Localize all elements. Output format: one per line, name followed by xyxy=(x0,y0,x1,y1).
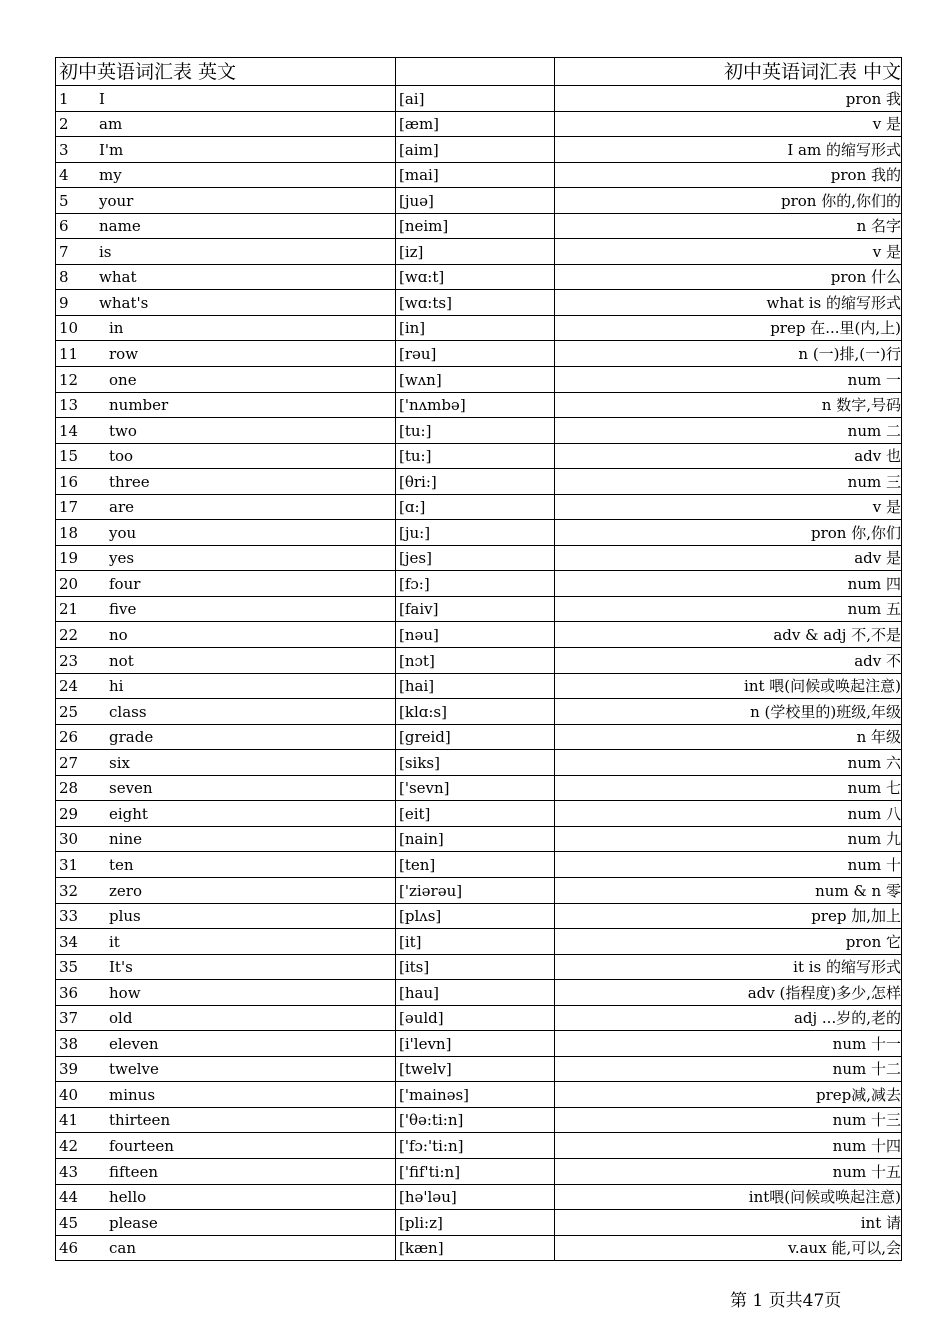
table-row xyxy=(56,162,902,188)
word-cell xyxy=(56,954,396,980)
english-word: too xyxy=(109,447,134,466)
word-cell xyxy=(56,545,396,571)
phonetic-cell: [θri:] xyxy=(396,469,555,495)
chinese-meaning-cell: num 一 xyxy=(555,367,902,393)
word-cell xyxy=(56,648,396,674)
phonetic-cell: [jes] xyxy=(396,545,555,571)
chinese-meaning-cell: num & n 零 xyxy=(555,877,902,903)
row-number: 37 xyxy=(59,1009,79,1028)
word-cell xyxy=(56,1005,396,1031)
word-cell xyxy=(56,469,396,495)
chinese-meaning-cell: it is 的缩写形式 xyxy=(555,954,902,980)
word-cell xyxy=(56,418,396,444)
row-number: 29 xyxy=(59,804,79,823)
table-row xyxy=(56,239,902,265)
phonetic-cell: [i'levn] xyxy=(396,1031,555,1057)
table-row xyxy=(56,1107,902,1133)
chinese-meaning-cell: adv & adj 不,不是 xyxy=(555,622,902,648)
phonetic-cell: [əuld] xyxy=(396,1005,555,1031)
phonetic-cell: [twelv] xyxy=(396,1056,555,1082)
phonetic-cell: [its] xyxy=(396,954,555,980)
phonetic-cell: [it] xyxy=(396,929,555,955)
table-row xyxy=(56,545,902,571)
word-cell xyxy=(56,1082,396,1108)
table-row xyxy=(56,213,902,239)
chinese-meaning-cell: num 十 xyxy=(555,852,902,878)
phonetic-cell: [plʌs] xyxy=(396,903,555,929)
english-word: yes xyxy=(109,549,135,568)
row-number: 23 xyxy=(59,651,79,670)
english-word: you xyxy=(109,523,137,542)
table-row xyxy=(56,954,902,980)
row-number: 15 xyxy=(59,447,79,466)
table-row xyxy=(56,188,902,214)
word-cell xyxy=(56,877,396,903)
table-row xyxy=(56,392,902,418)
row-number: 43 xyxy=(59,1162,79,1181)
english-word: six xyxy=(109,753,130,772)
table-row xyxy=(56,418,902,444)
english-word: two xyxy=(109,421,137,440)
english-word: my xyxy=(99,166,122,185)
english-word: name xyxy=(99,217,141,236)
table-row xyxy=(56,929,902,955)
phonetic-cell: [neim] xyxy=(396,213,555,239)
chinese-meaning-cell: adv (指程度)多少,怎样 xyxy=(555,980,902,1006)
english-word: can xyxy=(109,1239,137,1258)
chinese-meaning-cell: pron 我 xyxy=(555,86,902,112)
word-cell xyxy=(56,239,396,265)
english-word: eleven xyxy=(109,1034,159,1053)
english-word: am xyxy=(99,115,123,134)
row-number: 18 xyxy=(59,523,79,542)
row-number: 12 xyxy=(59,370,79,389)
word-cell xyxy=(56,750,396,776)
english-word: fourteen xyxy=(109,1136,174,1155)
english-word: one xyxy=(109,370,137,389)
chinese-meaning-cell: n 名字 xyxy=(555,213,902,239)
vocabulary-table-body xyxy=(56,58,902,1261)
chinese-meaning-cell: num 四 xyxy=(555,571,902,597)
chinese-meaning-cell: v 是 xyxy=(555,494,902,520)
phonetic-cell: [nɔt] xyxy=(396,648,555,674)
table-row xyxy=(56,750,902,776)
english-word: plus xyxy=(109,907,141,926)
english-word: number xyxy=(109,396,169,415)
word-cell xyxy=(56,367,396,393)
row-number: 41 xyxy=(59,1111,79,1130)
chinese-meaning-cell: num 九 xyxy=(555,826,902,852)
chinese-meaning-cell: n (学校里的)班级,年级 xyxy=(555,699,902,725)
row-number: 22 xyxy=(59,626,79,645)
english-word: nine xyxy=(109,830,142,849)
word-cell xyxy=(56,111,396,137)
table-row xyxy=(56,571,902,597)
chinese-meaning-cell: pron 你的,你们的 xyxy=(555,188,902,214)
row-number: 14 xyxy=(59,421,79,440)
row-number: 38 xyxy=(59,1034,79,1053)
english-word: ten xyxy=(109,855,134,874)
english-word: fifteen xyxy=(109,1162,158,1181)
phonetic-cell: ['ziərəu] xyxy=(396,877,555,903)
table-row xyxy=(56,264,902,290)
row-number: 21 xyxy=(59,600,79,619)
chinese-meaning-cell: pron 什么 xyxy=(555,264,902,290)
english-word: four xyxy=(109,574,141,593)
table-row xyxy=(56,367,902,393)
phonetic-cell: [nain] xyxy=(396,826,555,852)
phonetic-cell: ['sevn] xyxy=(396,775,555,801)
english-word: row xyxy=(109,345,139,364)
row-number: 26 xyxy=(59,728,79,747)
chinese-meaning-cell: pron 它 xyxy=(555,929,902,955)
word-cell xyxy=(56,494,396,520)
word-cell xyxy=(56,264,396,290)
phonetic-cell: [rəu] xyxy=(396,341,555,367)
english-word: class xyxy=(109,702,147,721)
english-word: is xyxy=(99,242,112,261)
english-word: it xyxy=(109,932,120,951)
row-number: 39 xyxy=(59,1060,79,1079)
english-word: eight xyxy=(109,804,148,823)
english-word: It's xyxy=(109,958,133,977)
row-number: 6 xyxy=(59,217,69,236)
header-middle xyxy=(396,58,555,86)
phonetic-cell: [hai] xyxy=(396,673,555,699)
chinese-meaning-cell: num 十五 xyxy=(555,1158,902,1184)
table-row xyxy=(56,1082,902,1108)
word-cell xyxy=(56,622,396,648)
row-number: 1 xyxy=(59,89,69,108)
table-row xyxy=(56,469,902,495)
chinese-meaning-cell: adj ...岁的,老的 xyxy=(555,1005,902,1031)
word-cell xyxy=(56,392,396,418)
chinese-meaning-cell: int喂(问候或唤起注意) xyxy=(555,1184,902,1210)
phonetic-cell: ['fif'ti:n] xyxy=(396,1158,555,1184)
row-number: 28 xyxy=(59,779,79,798)
phonetic-cell: [aim] xyxy=(396,137,555,163)
english-word: minus xyxy=(109,1085,156,1104)
chinese-meaning-cell: num 十一 xyxy=(555,1031,902,1057)
row-number: 31 xyxy=(59,855,79,874)
chinese-meaning-cell: I am 的缩写形式 xyxy=(555,137,902,163)
chinese-meaning-cell: num 十三 xyxy=(555,1107,902,1133)
row-number: 25 xyxy=(59,702,79,721)
table-row xyxy=(56,111,902,137)
word-cell xyxy=(56,673,396,699)
row-number: 30 xyxy=(59,830,79,849)
english-word: three xyxy=(109,472,150,491)
phonetic-cell: [nəu] xyxy=(396,622,555,648)
word-cell xyxy=(56,775,396,801)
phonetic-cell: [hə'ləu] xyxy=(396,1184,555,1210)
row-number: 40 xyxy=(59,1085,79,1104)
table-row xyxy=(56,1031,902,1057)
chinese-meaning-cell: num 八 xyxy=(555,801,902,827)
english-word: zero xyxy=(109,881,142,900)
row-number: 9 xyxy=(59,293,69,312)
table-row xyxy=(56,826,902,852)
phonetic-cell: [eit] xyxy=(396,801,555,827)
word-cell xyxy=(56,213,396,239)
table-row xyxy=(56,1235,902,1261)
phonetic-cell: [in] xyxy=(396,315,555,341)
chinese-meaning-cell: num 三 xyxy=(555,469,902,495)
phonetic-cell: [ten] xyxy=(396,852,555,878)
word-cell xyxy=(56,1158,396,1184)
row-number: 20 xyxy=(59,574,79,593)
word-cell xyxy=(56,1133,396,1159)
row-number: 33 xyxy=(59,907,79,926)
row-number: 11 xyxy=(59,345,79,364)
phonetic-cell: [faiv] xyxy=(396,596,555,622)
table-row xyxy=(56,443,902,469)
chinese-meaning-cell: prep 在...里(内,上) xyxy=(555,315,902,341)
phonetic-cell: [ai] xyxy=(396,86,555,112)
row-number: 7 xyxy=(59,242,69,261)
table-row xyxy=(56,86,902,112)
row-number: 2 xyxy=(59,115,69,134)
chinese-meaning-cell: num 六 xyxy=(555,750,902,776)
table-row xyxy=(56,596,902,622)
row-number: 32 xyxy=(59,881,79,900)
phonetic-cell: [ɑ:] xyxy=(396,494,555,520)
phonetic-cell: [wɑ:ts] xyxy=(396,290,555,316)
row-number: 8 xyxy=(59,268,69,287)
word-cell xyxy=(56,443,396,469)
table-row xyxy=(56,315,902,341)
row-number: 5 xyxy=(59,191,69,210)
english-word: old xyxy=(109,1009,133,1028)
word-cell xyxy=(56,137,396,163)
page-footer: 第 1 页共47页 xyxy=(730,1291,842,1311)
word-cell xyxy=(56,188,396,214)
english-word: hi xyxy=(109,677,124,696)
table-row xyxy=(56,775,902,801)
word-cell xyxy=(56,929,396,955)
word-cell xyxy=(56,724,396,750)
table-row xyxy=(56,1184,902,1210)
row-number: 34 xyxy=(59,932,79,951)
word-cell xyxy=(56,826,396,852)
english-word: hello xyxy=(109,1188,147,1207)
chinese-meaning-cell: v 是 xyxy=(555,111,902,137)
chinese-meaning-cell: adv 是 xyxy=(555,545,902,571)
table-row xyxy=(56,980,902,1006)
english-word: thirteen xyxy=(109,1111,171,1130)
english-word: what's xyxy=(99,293,149,312)
table-row xyxy=(56,903,902,929)
phonetic-cell: [kæn] xyxy=(396,1235,555,1261)
phonetic-cell: [pli:z] xyxy=(396,1210,555,1236)
word-cell xyxy=(56,315,396,341)
row-number: 36 xyxy=(59,983,79,1002)
chinese-meaning-cell: prep 加,加上 xyxy=(555,903,902,929)
word-cell xyxy=(56,1056,396,1082)
row-number: 10 xyxy=(59,319,79,338)
table-row xyxy=(56,648,902,674)
header-row xyxy=(56,58,902,86)
word-cell xyxy=(56,571,396,597)
chinese-meaning-cell: prep减,减去 xyxy=(555,1082,902,1108)
table-row xyxy=(56,1056,902,1082)
chinese-meaning-cell: pron 我的 xyxy=(555,162,902,188)
english-word: no xyxy=(109,626,128,645)
phonetic-cell: [tu:] xyxy=(396,418,555,444)
table-row xyxy=(56,622,902,648)
phonetic-cell: [wʌn] xyxy=(396,367,555,393)
english-word: please xyxy=(109,1213,158,1232)
chinese-meaning-cell: int 喂(问候或唤起注意) xyxy=(555,673,902,699)
row-number: 44 xyxy=(59,1188,79,1207)
word-cell xyxy=(56,341,396,367)
row-number: 16 xyxy=(59,472,79,491)
phonetic-cell: [ju:] xyxy=(396,520,555,546)
word-cell xyxy=(56,1210,396,1236)
chinese-meaning-cell: v 是 xyxy=(555,239,902,265)
row-number: 24 xyxy=(59,677,79,696)
chinese-meaning-cell: adv 不 xyxy=(555,648,902,674)
chinese-meaning-cell: num 二 xyxy=(555,418,902,444)
row-number: 17 xyxy=(59,498,79,517)
table-row xyxy=(56,673,902,699)
word-cell xyxy=(56,1235,396,1261)
english-word: your xyxy=(99,191,134,210)
word-cell xyxy=(56,903,396,929)
english-word: five xyxy=(109,600,137,619)
word-cell xyxy=(56,520,396,546)
row-number: 35 xyxy=(59,958,79,977)
chinese-meaning-cell: pron 你,你们 xyxy=(555,520,902,546)
phonetic-cell: [æm] xyxy=(396,111,555,137)
chinese-meaning-cell: n (一)排,(一)行 xyxy=(555,341,902,367)
phonetic-cell: ['fɔ:'ti:n] xyxy=(396,1133,555,1159)
phonetic-cell: ['nʌmbə] xyxy=(396,392,555,418)
word-cell xyxy=(56,801,396,827)
english-word: how xyxy=(109,983,141,1002)
phonetic-cell: [iz] xyxy=(396,239,555,265)
phonetic-cell: [siks] xyxy=(396,750,555,776)
chinese-meaning-cell: num 十二 xyxy=(555,1056,902,1082)
table-row xyxy=(56,520,902,546)
phonetic-cell: [fɔ:] xyxy=(396,571,555,597)
header-chinese: 初中英语词汇表 中文 xyxy=(555,58,902,86)
chinese-meaning-cell: num 五 xyxy=(555,596,902,622)
header-english: 初中英语词汇表 英文 xyxy=(56,58,396,86)
table-row xyxy=(56,852,902,878)
english-word: what xyxy=(99,268,137,287)
phonetic-cell: [hau] xyxy=(396,980,555,1006)
chinese-meaning-cell: n 年级 xyxy=(555,724,902,750)
table-row xyxy=(56,724,902,750)
english-word: I'm xyxy=(99,140,124,159)
phonetic-cell: [klɑ:s] xyxy=(396,699,555,725)
table-row xyxy=(56,1210,902,1236)
table-row xyxy=(56,1005,902,1031)
chinese-meaning-cell: adv 也 xyxy=(555,443,902,469)
word-cell xyxy=(56,699,396,725)
english-word: grade xyxy=(109,728,154,747)
phonetic-cell: ['θə:ti:n] xyxy=(396,1107,555,1133)
phonetic-cell: [greid] xyxy=(396,724,555,750)
table-row xyxy=(56,877,902,903)
english-word: not xyxy=(109,651,134,670)
english-word: twelve xyxy=(109,1060,159,1079)
phonetic-cell: ['mainəs] xyxy=(396,1082,555,1108)
english-word: in xyxy=(109,319,124,338)
chinese-meaning-cell: v.aux 能,可以,会 xyxy=(555,1235,902,1261)
word-cell xyxy=(56,1107,396,1133)
word-cell xyxy=(56,596,396,622)
table-row xyxy=(56,801,902,827)
chinese-meaning-cell: n 数字,号码 xyxy=(555,392,902,418)
table-row xyxy=(56,1133,902,1159)
phonetic-cell: [tu:] xyxy=(396,443,555,469)
english-word: are xyxy=(109,498,134,517)
table-row xyxy=(56,494,902,520)
phonetic-cell: [mai] xyxy=(396,162,555,188)
english-word: seven xyxy=(109,779,153,798)
row-number: 3 xyxy=(59,140,69,159)
row-number: 19 xyxy=(59,549,79,568)
chinese-meaning-cell: num 七 xyxy=(555,775,902,801)
word-cell xyxy=(56,86,396,112)
row-number: 46 xyxy=(59,1239,79,1258)
word-cell xyxy=(56,1184,396,1210)
word-cell xyxy=(56,852,396,878)
table-row xyxy=(56,699,902,725)
word-cell xyxy=(56,290,396,316)
word-cell xyxy=(56,162,396,188)
table-row xyxy=(56,341,902,367)
chinese-meaning-cell: int 请 xyxy=(555,1210,902,1236)
english-word: I xyxy=(99,89,105,108)
phonetic-cell: [juə] xyxy=(396,188,555,214)
chinese-meaning-cell: what is 的缩写形式 xyxy=(555,290,902,316)
table-row xyxy=(56,1158,902,1184)
table-row xyxy=(56,137,902,163)
chinese-meaning-cell: num 十四 xyxy=(555,1133,902,1159)
row-number: 13 xyxy=(59,396,79,415)
row-number: 45 xyxy=(59,1213,79,1232)
word-cell xyxy=(56,980,396,1006)
row-number: 27 xyxy=(59,753,79,772)
row-number: 4 xyxy=(59,166,69,185)
phonetic-cell: [wɑ:t] xyxy=(396,264,555,290)
table-row xyxy=(56,290,902,316)
word-cell xyxy=(56,1031,396,1057)
vocabulary-table xyxy=(55,57,902,1261)
row-number: 42 xyxy=(59,1136,79,1155)
